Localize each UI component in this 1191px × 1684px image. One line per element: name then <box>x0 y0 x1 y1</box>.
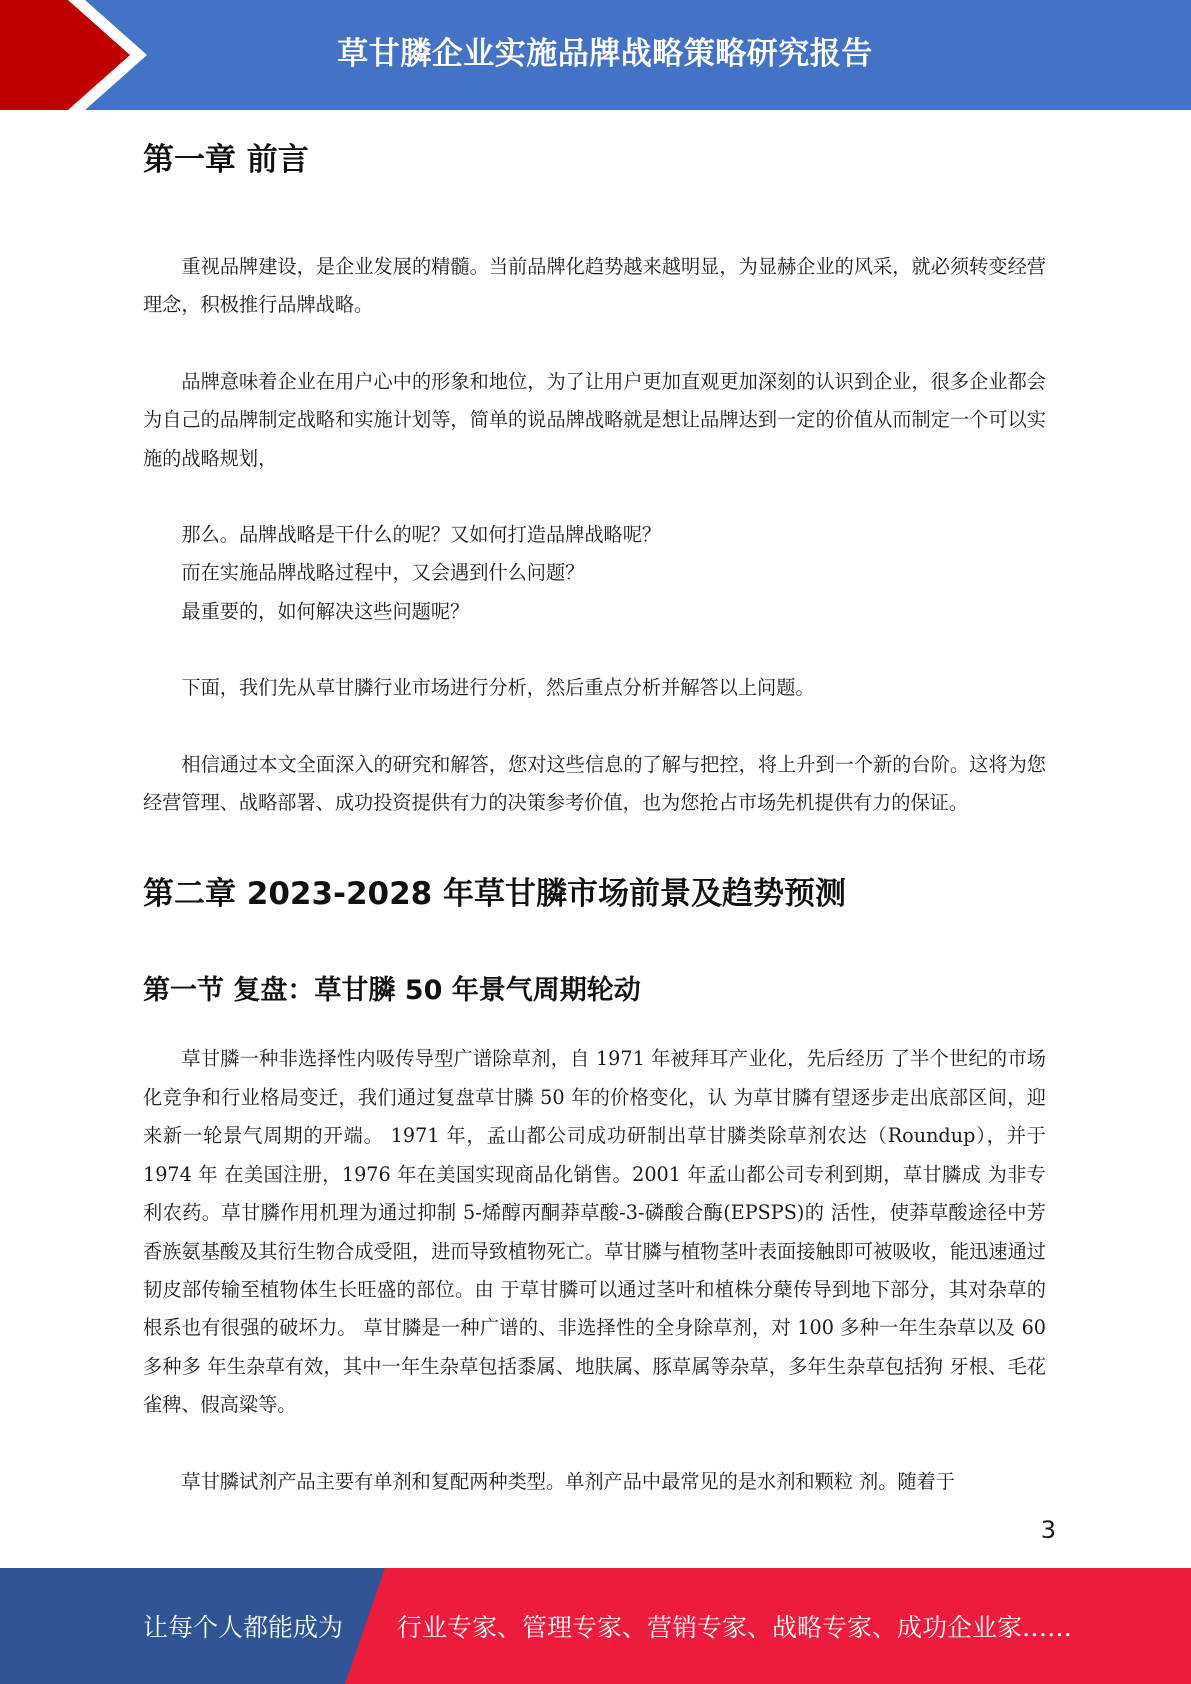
paragraph: 草甘膦试剂产品主要有单剂和复配两种类型。单剂产品中最常见的是水剂和颗粒 剂。随着于 <box>181 1469 955 1493</box>
paragraph: 草甘膦一种非选择性内吸传导型广谱除草剂，自 1971 年被拜耳产业化，先后经历 了半个世纪的市场化竞争和行业格局变迁，我们通过复盘草甘膦 50 年的价格变化，认 为草甘膦有望逐步走出底部区间，迎来新一轮景气周期的开端。 1971 年，孟山都公司成功研制出草甘膦类除草剂农达（Roundup），并于 1974 年 在美国注册，1976 年在美国实现商品化销售。2001 年孟山都公司专利到期，草甘膦成 为非专利农药。草甘膦作用机理为通过抑制 5-烯醇丙酮莽草酸-3-磷酸合酶(EPSPS)的 活性，使莽草酸途径中芳香族氨基酸及其衍生物合成受阻，进而导致植物死亡。草甘膦与植物茎叶表面接触即可被吸收，能迅速通过韧皮部传输至植物体生长旺盛的部位。由 于草甘膦可以通过茎叶和植株分蘖传导到地下部分，其对杂草的根系也有很强的破坏力。 草甘膦是一种广谱的、非选择性的全身除草剂，对 100 多种一年生杂草以及 60 多种多 年生杂草有效，其中一年生杂草包括黍属、地肤属、豚草属等杂草，多年生杂草包括狗 牙根、毛花雀稗、假高粱等。 <box>143 1047 1046 1417</box>
paragraph: 相信通过本文全面深入的研究和解答，您对这些信息的了解与把控，将上升到一个新的台阶。这将为您经营管理、战略部署、成功投资提供有力的决策参考价值，也为您抢占市场先机提供有力的保证。 <box>143 752 1046 815</box>
question-line: 而在实施品牌战略过程中，又会遇到什么问题？ <box>181 561 585 585</box>
page-footer <box>0 1568 1191 1684</box>
paragraph: 重视品牌建设，是企业发展的精髓。当前品牌化趋势越来越明显，为显赫企业的风采，就必须转变经营理念，积极推行品牌战略。 <box>143 255 1046 317</box>
page-header <box>0 0 1191 110</box>
question-line: 那么。品牌战略是干什么的呢？又如何打造品牌战略呢？ <box>181 523 662 547</box>
section-1-heading: 第一节 复盘：草甘膦 50 年景气周期轮动 <box>143 975 641 1007</box>
page-number: 3 <box>1040 1516 1056 1544</box>
footer-slogan-right: 行业专家、管理专家、营销专家、战略专家、成功企业家…… <box>397 1613 1073 1642</box>
chapter-2-heading: 第二章 2023-2028 年草甘膦市场前景及趋势预测 <box>143 876 847 913</box>
footer-slogan-left: 让每个人都能成为 <box>143 1613 344 1642</box>
header-chevron-icon <box>0 0 160 110</box>
paragraph: 品牌意味着企业在用户心中的形象和地位，为了让用户更加直观更加深刻的认识到企业，很多企业都会为自己的品牌制定战略和实施计划等，简单的说品牌战略就是想让品牌达到一定的价值从而制定一个可以实施的战略规划， <box>143 369 1046 470</box>
report-title: 草甘膦企业实施品牌战略策略研究报告 <box>337 35 873 72</box>
paragraph: 下面，我们先从草甘膦行业市场进行分析，然后重点分析并解答以上问题。 <box>181 676 815 700</box>
main-content <box>143 130 1046 1501</box>
chapter-1-heading: 第一章 前言 <box>143 142 309 178</box>
question-line: 最重要的，如何解决这些问题呢？ <box>181 599 470 623</box>
